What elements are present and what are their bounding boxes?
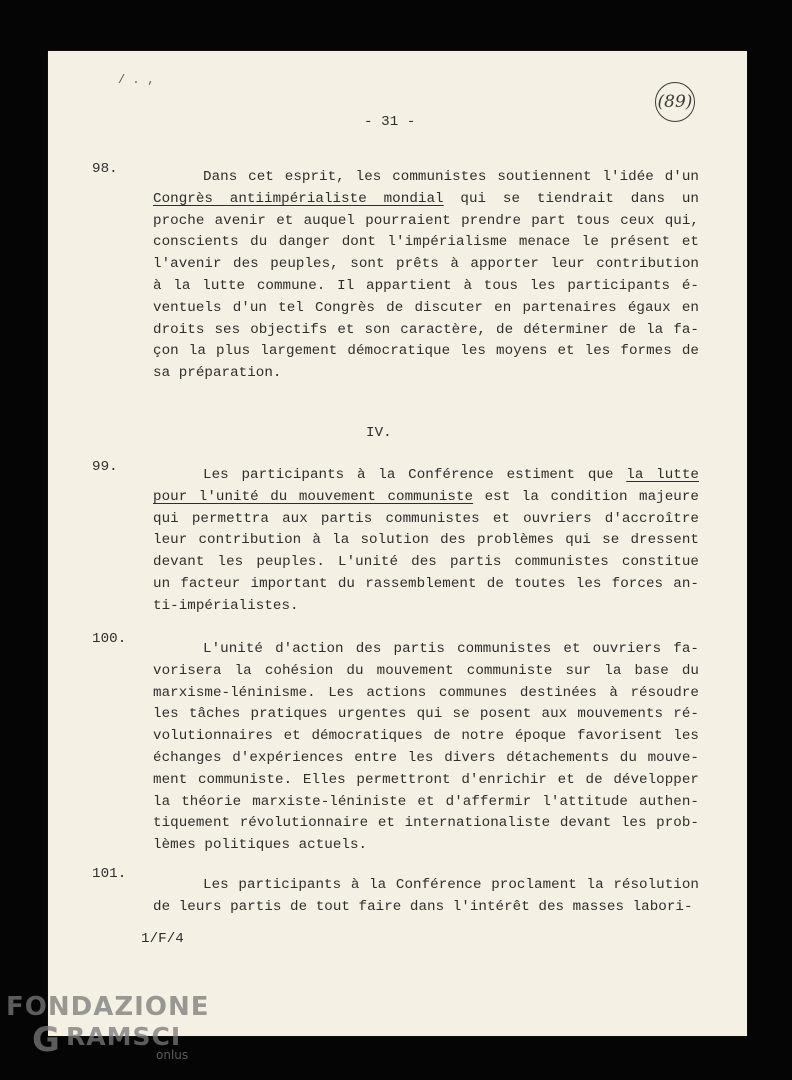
margin-mark: / . ‚	[118, 73, 155, 87]
text-line	[153, 232, 699, 254]
text-line	[153, 661, 699, 683]
text-line	[153, 341, 699, 363]
text-line	[153, 530, 699, 552]
section-heading: IV.	[366, 425, 392, 441]
text-segment: Dans cet esprit, les communistes soutiennent l'idée d'un	[203, 169, 699, 185]
text-segment: les tâches pratiques urgentes qui se posent aux mouvements ré-	[153, 706, 699, 723]
paragraph-number: 101.	[92, 866, 127, 882]
text-line	[153, 835, 699, 857]
text-line	[153, 465, 699, 487]
underlined-text: pour l'unité du mouvement communiste	[153, 488, 474, 505]
archive-stamp: (89)	[655, 82, 695, 122]
watermark-line3: onlus	[156, 1048, 189, 1062]
text-line	[153, 726, 699, 748]
text-segment: volutionnaires et démocratiques de notre époque favorisent les	[153, 728, 699, 745]
text-segment: L'unité d'action des partis communistes et ouvriers fa-	[203, 641, 699, 657]
text-segment: qui permettra aux partis communistes et ouvriers d'accroître	[153, 510, 699, 527]
text-line	[153, 897, 699, 919]
paragraph-number: 99.	[92, 459, 118, 475]
text-segment: proche avenir et auquel pourraient prendre part tous ceux qui,	[153, 212, 699, 229]
text-segment: tiquement révolutionnaire et internationaliste devant les prob-	[153, 815, 699, 832]
text-line	[153, 254, 699, 276]
paragraph-number: 98.	[92, 161, 118, 177]
text-segment: lèmes politiques actuels.	[153, 837, 368, 854]
text-line	[153, 276, 699, 298]
text-segment: ventuels d'un tel Congrès de discuter en partenaires égaux en	[153, 299, 699, 316]
text-line	[153, 189, 699, 211]
watermark-logo	[6, 992, 210, 1072]
footer-code: 1/F/4	[141, 931, 184, 947]
text-line	[153, 813, 699, 835]
text-line	[153, 509, 699, 531]
underlined-text: Congrès antiimpérialiste mondial	[153, 190, 444, 207]
text-segment: droits ses objectifs et son caractère, de déterminer de la fa-	[153, 321, 699, 338]
text-line	[153, 298, 699, 320]
text-segment: un facteur important du rassemblement de toutes les forces an-	[153, 575, 699, 592]
text-segment: conscients du danger dont l'impérialisme menace le présent et	[153, 234, 699, 251]
text-line	[153, 639, 699, 661]
text-line	[153, 363, 699, 385]
text-segment: échanges d'expériences entre les divers détachements du mouve-	[153, 749, 699, 766]
watermark-line1: FONDAZIONE	[6, 992, 210, 1022]
text-line	[153, 770, 699, 792]
text-segment: ment communiste. Elles permettront d'enrichir et de développer	[153, 771, 699, 788]
text-line	[153, 211, 699, 233]
paragraph-number: 100.	[92, 631, 127, 647]
text-segment: çon la plus largement démocratique les moyens et les formes de	[153, 343, 699, 360]
text-segment: devant les peuples. L'unité des partis communistes constitue	[153, 554, 699, 571]
text-segment: leur contribution à la solution des problèmes qui se dressent	[153, 532, 699, 549]
text-line	[153, 552, 699, 574]
text-segment: vorisera la cohésion du mouvement communiste sur la base du	[153, 662, 699, 679]
paragraph-100	[153, 639, 699, 857]
text-segment: ti-impérialistes.	[153, 597, 299, 614]
text-line	[153, 596, 699, 618]
text-line	[153, 748, 699, 770]
page-number: - 31 -	[364, 114, 416, 130]
text-line	[153, 487, 699, 509]
underlined-text: la lutte	[626, 467, 699, 483]
text-segment: Les participants à la Conférence proclament la résolution	[203, 877, 699, 893]
text-segment: qui se tiendrait dans un	[443, 190, 699, 207]
text-line	[153, 683, 699, 705]
text-segment: Les participants à la Conférence estiment que	[203, 467, 627, 483]
text-segment: de leurs partis de tout faire dans l'intérêt des masses labori-	[153, 898, 693, 915]
text-line	[153, 320, 699, 342]
watermark-g: G	[32, 1020, 60, 1060]
text-line	[153, 167, 699, 189]
paragraph-101	[153, 875, 699, 919]
paragraph-99	[153, 465, 699, 618]
paragraph-98	[153, 167, 699, 385]
document-page	[48, 51, 747, 1036]
watermark-line2: RAMSCI	[66, 1022, 182, 1051]
text-segment: marxisme-léninisme. Les actions communes destinées à résoudre	[153, 684, 699, 701]
text-segment: est la condition majeure	[473, 488, 699, 505]
text-line	[153, 704, 699, 726]
text-line	[153, 875, 699, 897]
text-line	[153, 574, 699, 596]
text-segment: la théorie marxiste-léniniste et d'affermir l'attitude authen-	[153, 793, 699, 810]
text-segment: à la lutte commune. Il appartient à tous les participants é-	[153, 277, 699, 294]
text-line	[153, 792, 699, 814]
text-segment: sa préparation.	[153, 365, 282, 382]
text-segment: l'avenir des peuples, sont prêts à apporter leur contribution	[153, 256, 699, 273]
